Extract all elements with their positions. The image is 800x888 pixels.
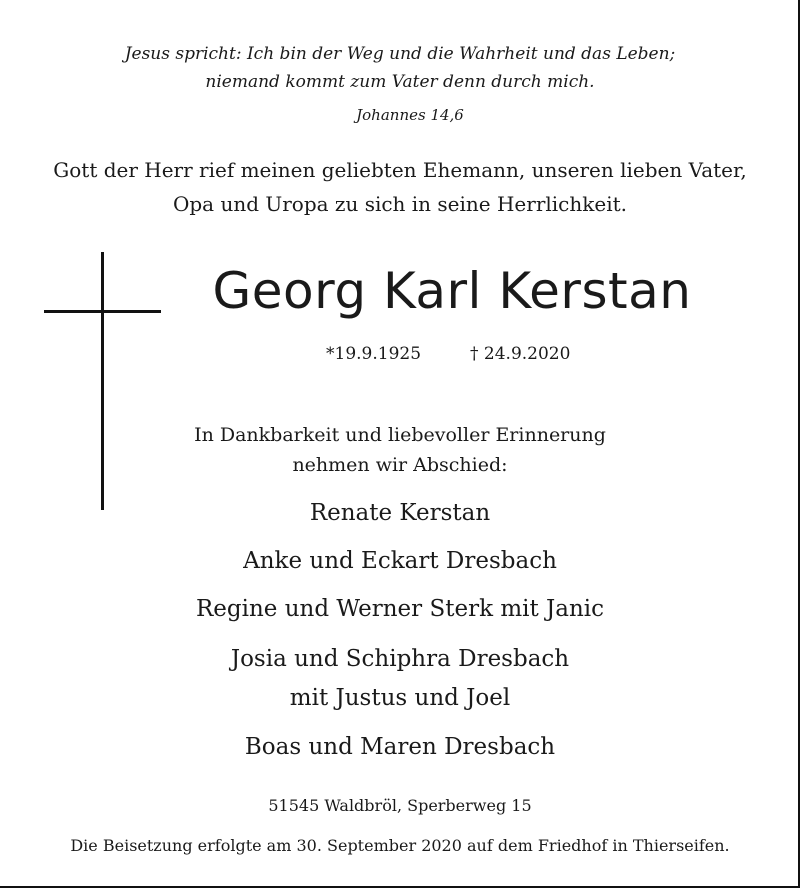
mourner-4: Josia und Schiphra Dresbach [230,646,570,672]
address: 51545 Waldbröl, Sperberweg 15 [268,796,532,815]
farewell-line-2: nehmen wir Abschied: [292,454,508,476]
farewell-line-1: In Dankbarkeit und liebevoller Erinnerung [194,424,606,446]
intro-line-2: Opa und Uropa zu sich in seine Herrlichkeit. [172,192,628,216]
mourner-1: Renate Kerstan [309,500,491,526]
verse-line-1: Jesus spricht: Ich bin der Weg und die Wahrheit und das Leben; [124,44,676,64]
birth-date: *19.9.1925 [326,344,422,364]
deceased-name: Georg Karl Kerstan [212,262,692,320]
mourner-5: Boas und Maren Dresbach [244,734,556,760]
verse-line-2: niemand kommt zum Vater denn durch mich. [205,72,595,92]
intro-line-1: Gott der Herr rief meinen geliebten Ehemann, unseren lieben Vater, [53,158,747,182]
verse-reference: Johannes 14,6 [356,106,464,124]
death-date: † 24.9.2020 [470,344,571,364]
mourner-3: Regine und Werner Sterk mit Janic [195,596,605,622]
mourner-4-children: mit Justus und Joel [289,685,511,711]
mourner-2: Anke und Eckart Dresbach [243,548,557,574]
burial-note: Die Beisetzung erfolgte am 30. September 2020 auf dem Friedhof in Thierseifen. [70,836,730,855]
